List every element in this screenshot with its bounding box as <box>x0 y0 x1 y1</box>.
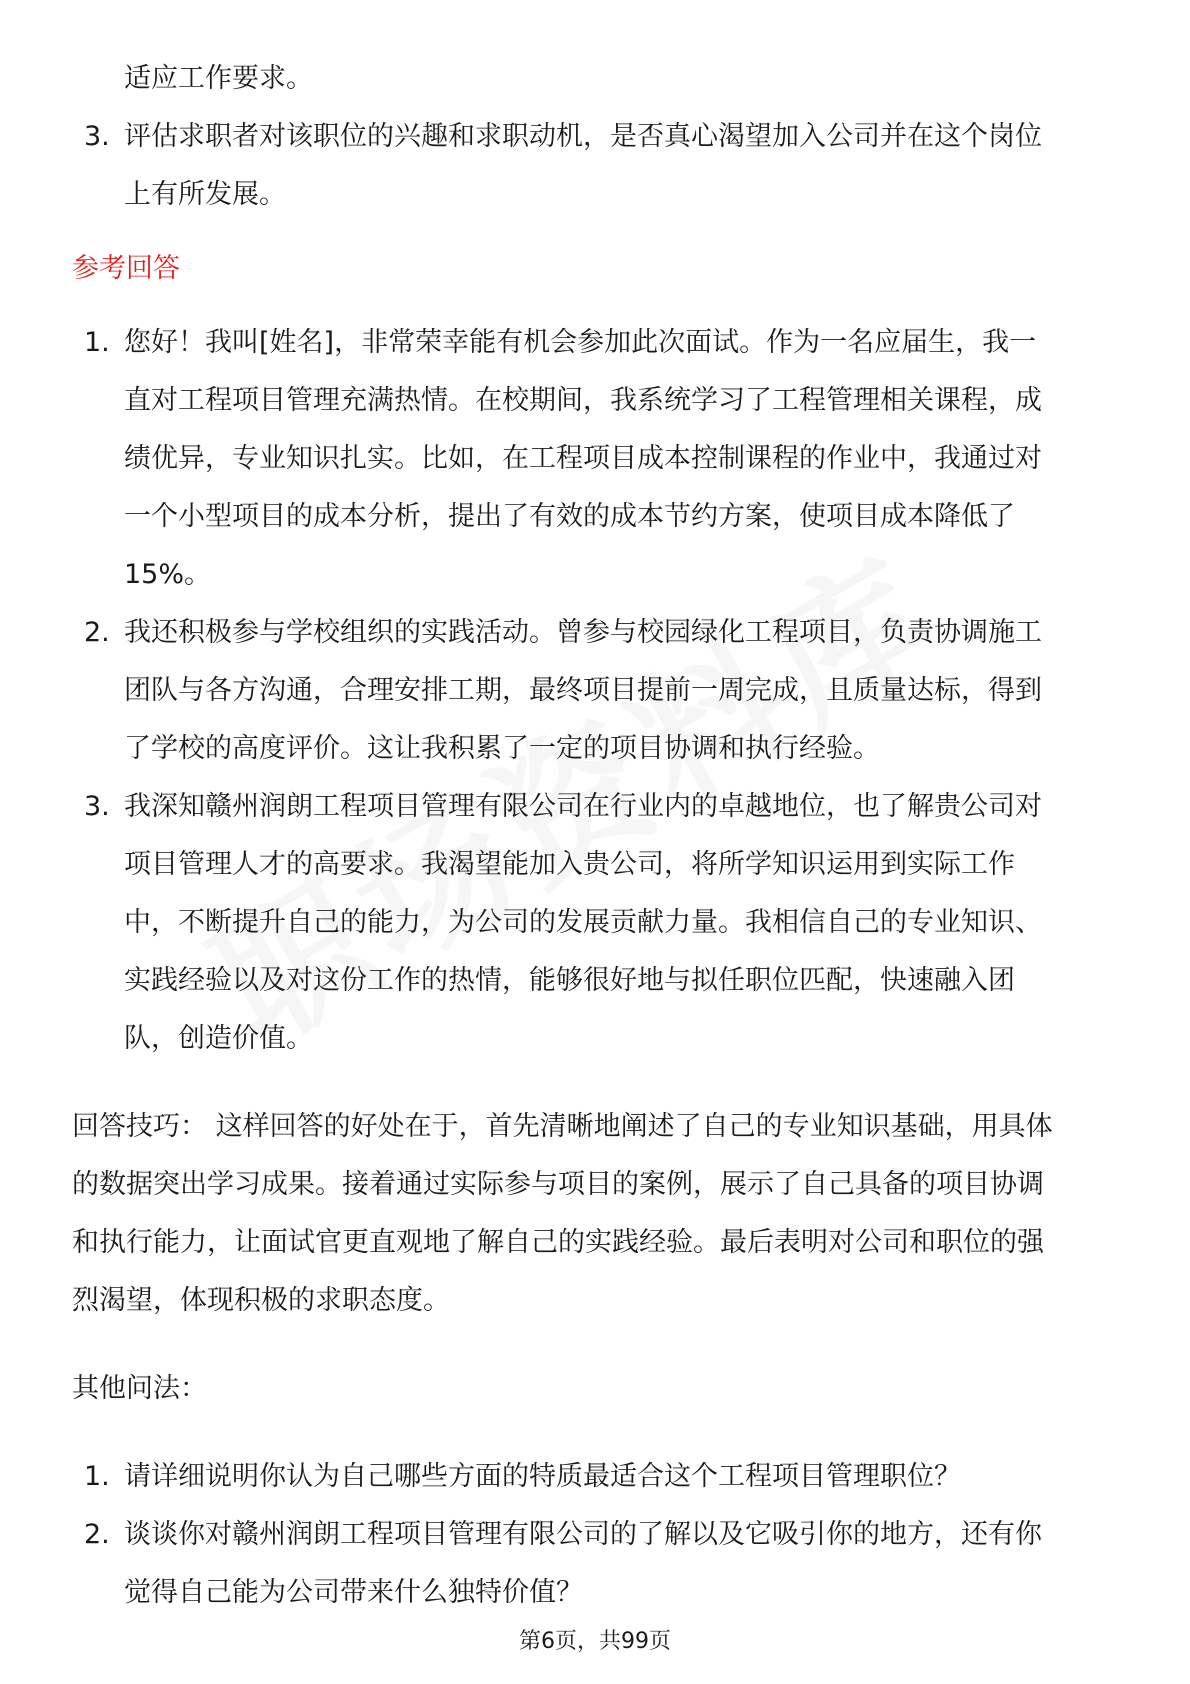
paragraph-line: 回答技巧： 这样回答的好处在于，首先清晰地阐述了自己的专业知识基础，用具体 <box>72 1111 1053 1142</box>
list-item-line: 上有所发展。 <box>124 179 286 210</box>
list-item-line: 请详细说明你认为自己哪些方面的特质最适合这个工程项目管理职位？ <box>124 1461 961 1492</box>
list-item <box>72 314 1122 604</box>
list-item-line: 觉得自己能为公司带来什么独特价值？ <box>124 1577 583 1608</box>
list-item-line: 我还积极参与学校组织的实践活动。曾参与校园绿化工程项目，负责协调施工 <box>124 617 1042 648</box>
list-item-line: 您好！我叫[姓名]，非常荣幸能有机会参加此次面试。作为一名应届生，我一 <box>124 327 1037 358</box>
list-item <box>72 604 1122 778</box>
list-item <box>72 778 1122 1068</box>
list-item-line: 中，不断提升自己的能力，为公司的发展贡献力量。我相信自己的专业知识、 <box>124 907 1042 938</box>
list-item-line: 15%。 <box>124 559 212 590</box>
reference-answer-heading: 参考回答 <box>72 253 180 284</box>
list-item-line: 团队与各方沟通，合理安排工期，最终项目提前一周完成，且质量达标，得到 <box>124 675 1042 706</box>
other-questions-list <box>72 1448 1122 1622</box>
list-item-text: 适应工作要求。 <box>124 63 313 94</box>
list-item-line: 了学校的高度评价。这让我积累了一定的项目协调和执行经验。 <box>124 733 880 764</box>
list-item-line: 绩优异，专业知识扎实。比如，在工程项目成本控制课程的作业中，我通过对 <box>124 443 1042 474</box>
list-item-number: 1. <box>84 1461 110 1492</box>
list-item <box>72 1448 1122 1506</box>
list-item-line: 我深知赣州润朗工程项目管理有限公司在行业内的卓越地位，也了解贵公司对 <box>124 791 1042 822</box>
other-questions-heading: 其他问法： <box>72 1373 207 1404</box>
page-content <box>72 50 1122 1622</box>
reference-answer-list <box>72 314 1122 1068</box>
list-item-line: 项目管理人才的高要求。我渴望能加入贵公司，将所学知识运用到实际工作 <box>124 849 1015 880</box>
list-item-continuation <box>72 50 1122 108</box>
list-item-line: 谈谈你对赣州润朗工程项目管理有限公司的了解以及它吸引你的地方，还有你 <box>124 1519 1042 1550</box>
list-item <box>72 1506 1122 1622</box>
paragraph-line: 的数据突出学习成果。接着通过实际参与项目的案例，展示了自己具备的项目协调 <box>72 1169 1044 1200</box>
list-item-number: 1. <box>84 327 110 358</box>
page-number-footer: 第6页，共99页 <box>519 1629 671 1654</box>
paragraph-line: 和执行能力，让面试官更直观地了解自己的实践经验。最后表明对公司和职位的强 <box>72 1227 1044 1258</box>
list-item-line: 实践经验以及对这份工作的热情，能够很好地与拟任职位匹配，快速融入团 <box>124 965 1015 996</box>
list-item-number: 3. <box>84 121 110 152</box>
list-item <box>72 108 1122 224</box>
list-item-line: 直对工程项目管理充满热情。在校期间，我系统学习了工程管理相关课程，成 <box>124 385 1042 416</box>
answer-tips-paragraph <box>72 1098 1122 1330</box>
list-item-number: 2. <box>84 1519 110 1550</box>
list-item-line: 一个小型项目的成本分析，提出了有效的成本节约方案，使项目成本降低了 <box>124 501 1015 532</box>
paragraph-line: 烈渴望，体现积极的求职态度。 <box>72 1285 450 1316</box>
list-item-number: 3. <box>84 791 110 822</box>
list-item-line: 队，创造价值。 <box>124 1023 313 1054</box>
list-item-line: 评估求职者对该职位的兴趣和求职动机，是否真心渴望加入公司并在这个岗位 <box>124 121 1042 152</box>
list-item-number: 2. <box>84 617 110 648</box>
